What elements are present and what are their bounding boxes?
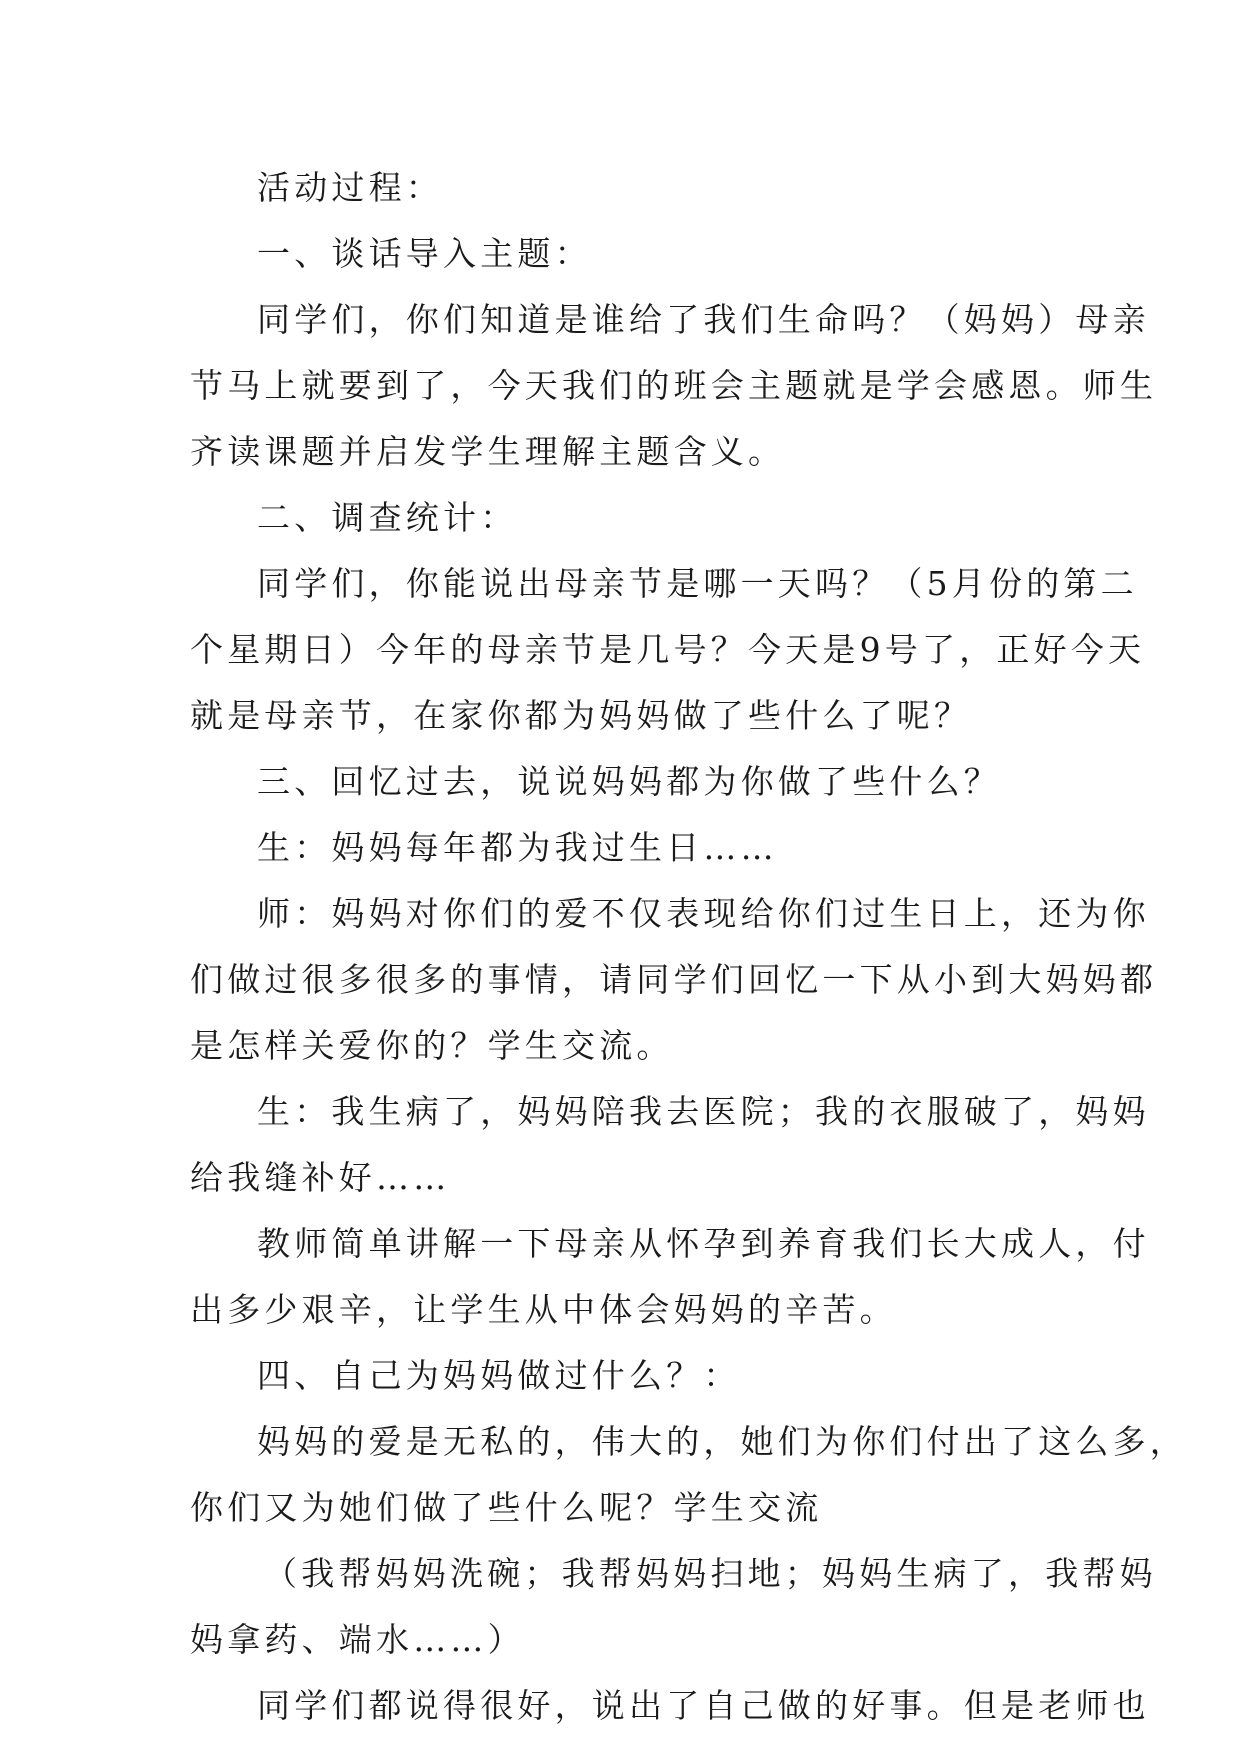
paragraph-line: 给我缝补好…… <box>190 1158 451 1197</box>
paragraph-line: 生：妈妈每年都为我过生日…… <box>257 828 778 867</box>
paragraph-line: 就是母亲节，在家你都为妈妈做了些什么了呢？ <box>190 696 972 735</box>
paragraph-line: 同学们，你能说出母亲节是哪一天吗？（5月份的第二 <box>257 564 1138 603</box>
paragraph-line: 生：我生病了，妈妈陪我去医院；我的衣服破了，妈妈 <box>257 1092 1150 1131</box>
paragraph-line: （我帮妈妈洗碗；我帮妈妈扫地；妈妈生病了，我帮妈 <box>264 1554 1157 1593</box>
paragraph-line: 是怎样关爱你的？学生交流。 <box>190 1026 674 1065</box>
section-heading-1: 一、谈话导入主题： <box>257 234 592 273</box>
section-heading-4: 四、自己为妈妈做过什么？： <box>257 1356 741 1395</box>
paragraph-line: 同学们，你们知道是谁给了我们生命吗？（妈妈）母亲 <box>257 300 1150 339</box>
paragraph-line: 妈妈的爱是无私的，伟大的，她们为你们付出了这么多， <box>257 1422 1187 1461</box>
document-page <box>190 155 1187 1739</box>
paragraph-line: 们做过很多很多的事情，请同学们回忆一下从小到大妈妈都 <box>190 960 1158 999</box>
section-heading-2: 二、调查统计： <box>257 498 518 537</box>
paragraph-line: 个星期日）今年的母亲节是几号？今天是9号了，正好今天 <box>190 630 1146 669</box>
paragraph-line: 教师简单讲解一下母亲从怀孕到养育我们长大成人，付 <box>257 1224 1150 1263</box>
paragraph-line: 你们又为她们做了些什么呢？学生交流 <box>190 1488 823 1527</box>
paragraph-line: 出多少艰辛，让学生从中体会妈妈的辛苦。 <box>190 1290 897 1329</box>
section-heading-3: 三、回忆过去，说说妈妈都为你做了些什么？ <box>257 762 1001 801</box>
paragraph-line: 同学们都说得很好，说出了自己做的好事。但是老师也 <box>257 1686 1150 1725</box>
paragraph-line: 妈拿药、端水……） <box>190 1620 525 1659</box>
section-heading-activity-process: 活动过程： <box>257 168 443 207</box>
paragraph-line: 节马上就要到了，今天我们的班会主题就是学会感恩。师生 <box>190 366 1158 405</box>
paragraph-line: 师：妈妈对你们的爱不仅表现给你们过生日上，还为你 <box>257 894 1150 933</box>
paragraph-line: 齐读课题并启发学生理解主题含义。 <box>190 432 786 471</box>
